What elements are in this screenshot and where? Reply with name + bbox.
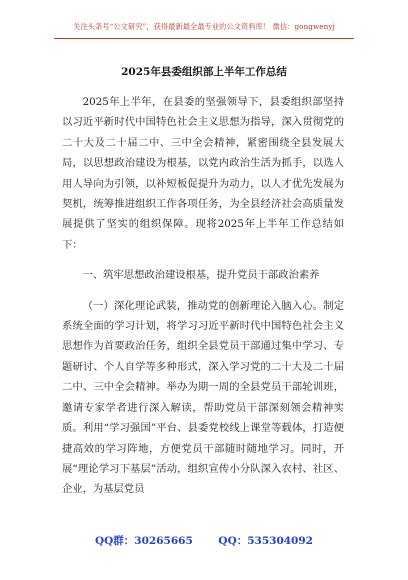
footer-contact	[54, 533, 354, 548]
header-notice: 关注头条号“公文研究”，获得最新最全最专业的公文资料库！ 微信：gongwenyj	[73, 22, 335, 31]
header-divider	[54, 38, 354, 39]
section-heading: 一、筑牢思想政治建设根基，提升党员干部政治素养	[82, 269, 320, 282]
qq-group: QQ群：30265665	[95, 535, 193, 547]
qq-number: QQ：535304092	[218, 535, 313, 547]
body-paragraph: （一）深化理论武装，推动党的创新理论入脑入心。制定系统全面的学习计划，将学习习近平新时代中国特色社会主义思想作为首要政治任务，组织全县党员干部通过集中学习、专题研讨、个人自学等多种形式，深入学习党的二十大及二十届二中、三中全会精神。举办为期一周的全县党员干部轮训班，邀请专家学者进行深入解读，帮助党员干部深刻领会精神实质。利用“学习强国”平台、县委党校线上课堂等载体，打造便捷高效的学习阵地，方便党员干部随时随地学习。同时，开展“理论学习下基层”活动，组织宣传小分队深入农村、社区、企业，为基层党员	[62, 299, 344, 496]
intro-paragraph: 2025年上半年，在县委的坚强领导下，县委组织部坚持以习近平新时代中国特色社会主义思想为指导，深入贯彻党的二十大及二十届二中、三中全会精神，紧密围绕全县发展大局，以思想政治建设为根基，以党内政治生活为抓手，以选人用人导向为引领，以补短板促提升为动力，以人才优先发展为契机，统筹推进组织工作各项任务，为全县经济社会高质量发展提供了坚实的组织保障。现将2025年上半年工作总结如下：	[62, 96, 344, 251]
document-title: 2025年县委组织部上半年工作总结	[121, 66, 287, 78]
document-body	[62, 92, 344, 500]
